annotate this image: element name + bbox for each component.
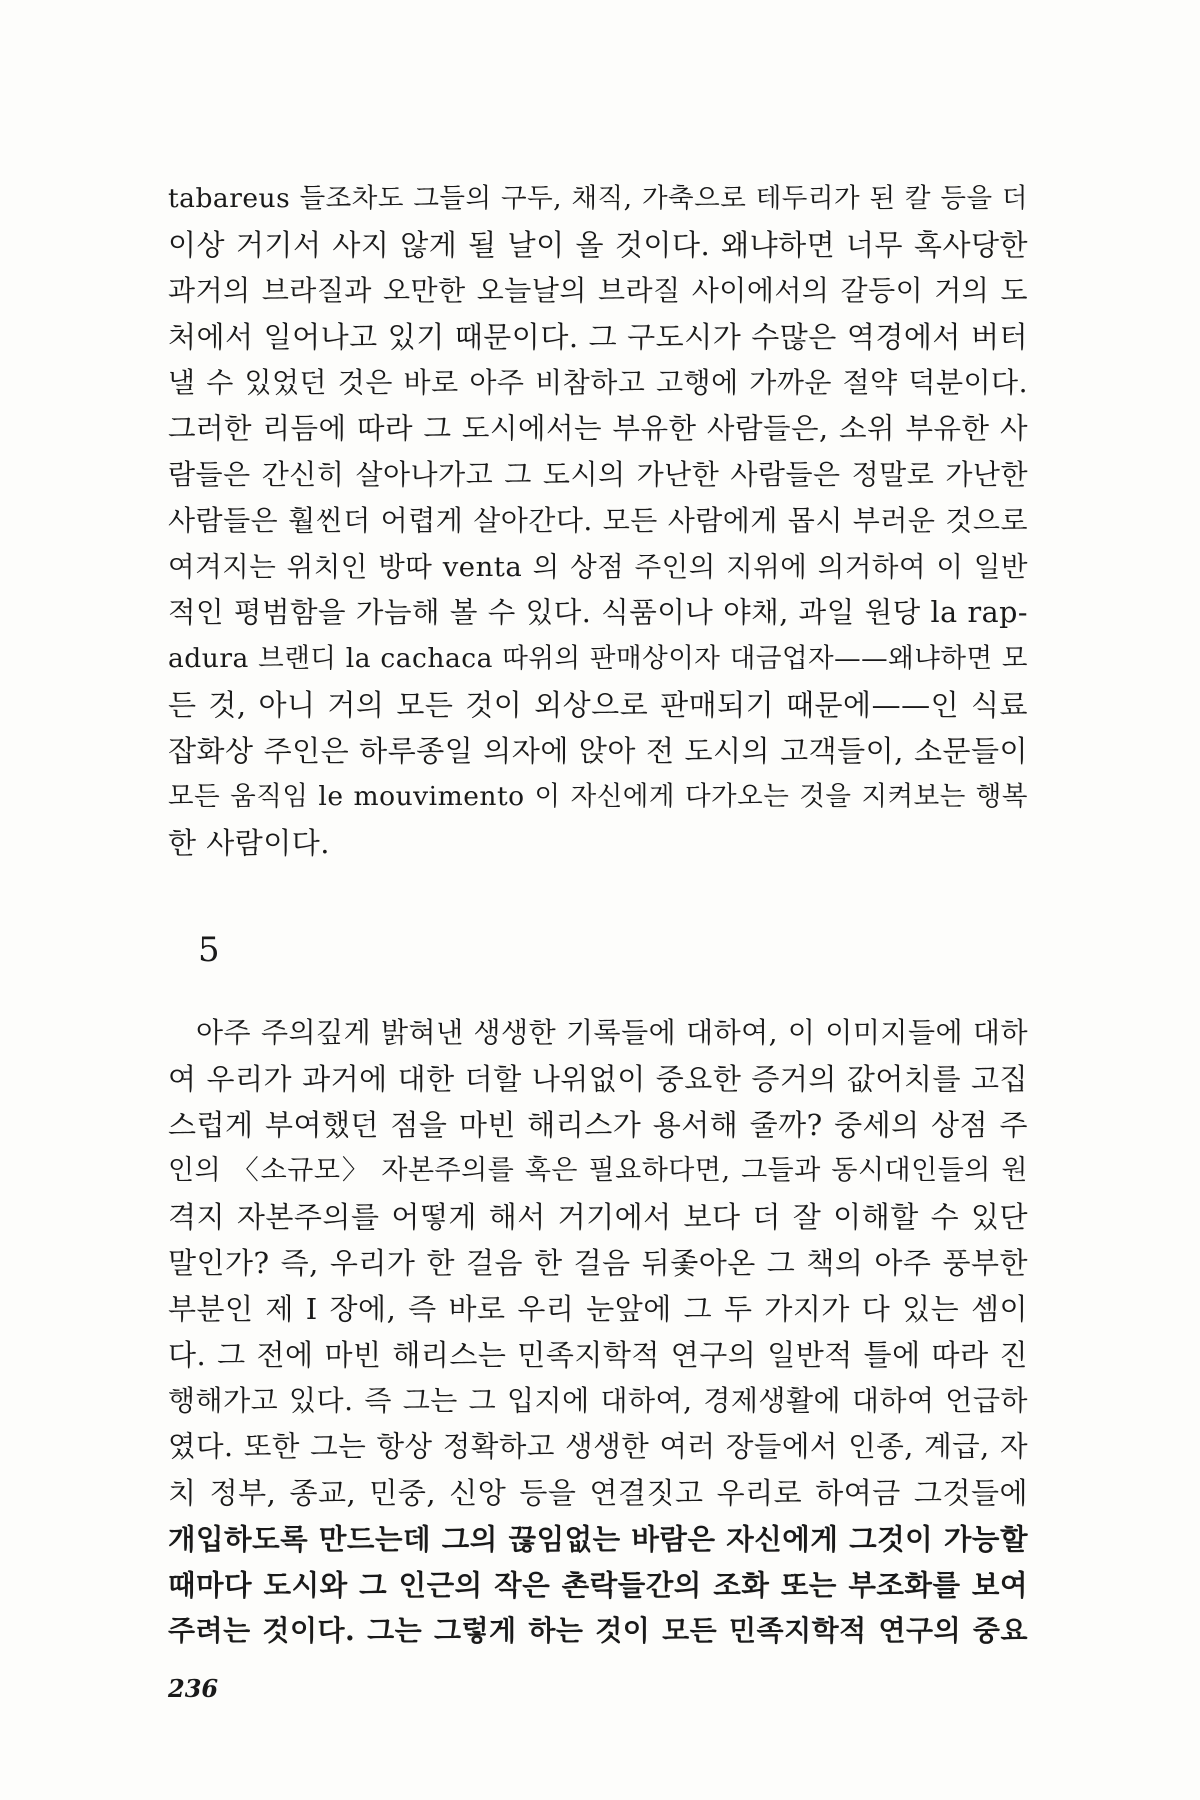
section-number: 5 (198, 930, 220, 970)
text-line: 다. 그 전에 마빈 해리스는 민족지학적 연구의 일반적 틀에 따라 진 (168, 1338, 1028, 1372)
text-line: 여겨지는 위치인 방따 venta 의 상점 주인의 지위에 의거하여 이 일반 (168, 551, 1028, 583)
text-line: 그러한 리듬에 따라 그 도시에서는 부유한 사람들은, 소위 부유한 사 (168, 412, 1028, 445)
page-number: 236 (168, 1674, 219, 1703)
text-line: adura 브랜디 la cachaca 따위의 판매상이자 대금업자——왜냐하면 모 (168, 643, 1028, 674)
text-line: 였다. 또한 그는 항상 정확하고 생생한 여러 장들에서 인종, 계급, 자 (168, 1430, 1028, 1463)
text-line: 람들은 간신히 살아나가고 그 도시의 가난한 사람들은 정말로 가난한 (168, 458, 1028, 491)
text-line: 이상 거기서 사지 않게 될 날이 올 것이다. 왜냐하면 너무 혹사당한 (168, 228, 1028, 262)
text-line: 처에서 일어나고 있기 때문이다. 그 구도시가 수많은 역경에서 버터 (168, 320, 1028, 354)
text-line: 사람들은 훨씬더 어렵게 살아간다. 모든 사람에게 몹시 부러운 것으로 (168, 504, 1028, 537)
text-line: 스럽게 부여했던 점을 마빈 해리스가 용서해 줄까? 중세의 상점 주 (168, 1108, 1028, 1142)
text-line: 치 정부, 종교, 민중, 신앙 등을 연결짓고 우리로 하여금 그것들에 (168, 1476, 1028, 1510)
text-line: 인의 〈소규모〉 자본주의를 혹은 필요하다면, 그들과 동시대인들의 원 (168, 1155, 1028, 1186)
text-line: 잡화상 주인은 하루종일 의자에 앉아 전 도시의 고객들이, 소문들이 (168, 734, 1028, 768)
text-line: 주려는 것이다. 그는 그렇게 하는 것이 모든 민족지학적 연구의 중요 (168, 1614, 1028, 1647)
text-line: tabareus 들조차도 그들의 구두, 채직, 가축으로 테두리가 된 칼 등을 더 (168, 183, 1028, 214)
text-line: 낼 수 있었던 것은 바로 아주 비참하고 고행에 가까운 절약 덕분이다. (168, 366, 1028, 399)
text-line: 말인가? 즉, 우리가 한 걸음 한 걸음 뒤좇아온 그 책의 아주 풍부한 (168, 1246, 1028, 1280)
text-line: 과거의 브라질과 오만한 오늘날의 브라질 사이에서의 갈등이 거의 도 (168, 274, 1028, 307)
text-line: 행해가고 있다. 즉 그는 그 입지에 대하여, 경제생활에 대하여 언급하 (168, 1384, 1028, 1417)
text-line: 든 것, 아니 거의 모든 것이 외상으로 판매되기 때문에——인 식료 (168, 688, 1028, 722)
text-line: 부분인 제 I 장에, 즉 바로 우리 눈앞에 그 두 가지가 다 있는 셈이 (168, 1292, 1028, 1326)
text-line: 아주 주의깊게 밝혀낸 생생한 기록들에 대하여, 이 이미지들에 대하 (196, 1016, 1028, 1049)
text-line: 적인 평범함을 가늠해 볼 수 있다. 식품이나 야채, 과일 원당 la rap- (168, 596, 1028, 629)
text-line: 한 사람이다. (168, 826, 331, 860)
text-line: 개입하도록 만드는데 그의 끊임없는 바람은 자신에게 그것이 가능할 (168, 1522, 1028, 1556)
text-line: 때마다 도시와 그 인근의 작은 촌락들간의 조화 또는 부조화를 보여 (168, 1568, 1028, 1602)
text-line: 격지 자본주의를 어떻게 해서 거기에서 보다 더 잘 이해할 수 있단 (168, 1200, 1028, 1234)
text-line: 여 우리가 과거에 대한 더할 나위없이 중요한 증거의 값어치를 고집 (168, 1062, 1028, 1096)
text-line: 모든 움직임 le mouvimento 이 자신에게 다가오는 것을 지켜보는 행복 (168, 781, 1028, 812)
